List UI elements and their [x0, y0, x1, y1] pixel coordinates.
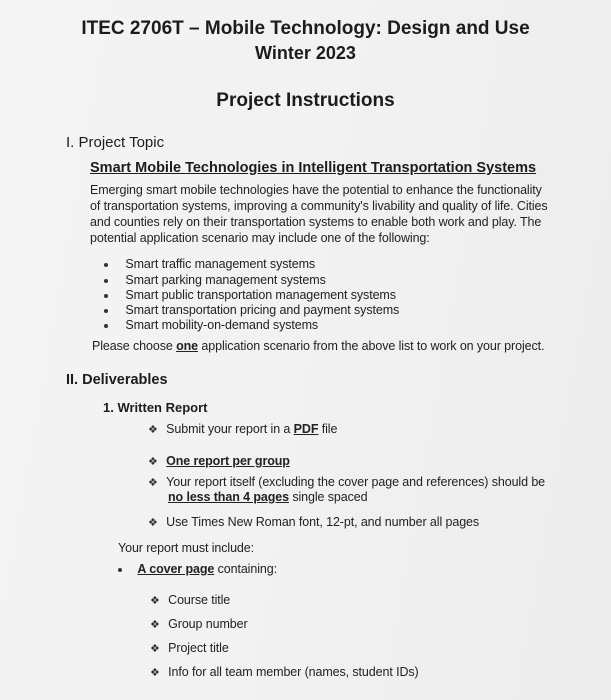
choose-instruction: Please choose one application scenario from the above list to work on your project.	[92, 339, 545, 353]
diamond-bullet-icon: ❖	[150, 643, 160, 655]
diamond-bullet-icon: ❖	[148, 424, 158, 436]
list-item: ❖ Submit your report in a PDF file	[148, 422, 338, 436]
list-item: ❖ Use Times New Roman font, 12-pt, and number all pages	[148, 515, 480, 529]
bullet-icon	[104, 263, 108, 267]
section-heading-topic: I. Project Topic	[66, 134, 165, 151]
scenario-label: Smart public transportation management systems	[125, 288, 396, 302]
scenario-label: Smart transportation pricing and payment systems	[125, 303, 400, 317]
list-item: ❖ Group number	[150, 617, 248, 631]
bullet-icon	[118, 568, 122, 572]
scenario-label: Smart mobility-on-demand systems	[125, 318, 319, 332]
report-heading: 1. Written Report	[103, 400, 208, 415]
scenario-label: Smart parking management systems	[125, 273, 326, 287]
diamond-bullet-icon: ❖	[150, 595, 160, 607]
bullet-icon	[104, 294, 108, 298]
diamond-bullet-icon: ❖	[150, 667, 160, 679]
topic-paragraph-line: of transportation systems, improving a community's livability and quality of life. Cities	[90, 199, 548, 213]
list-item	[104, 318, 318, 332]
section-heading-deliverables: II. Deliverables	[66, 372, 168, 388]
diamond-bullet-icon: ❖	[148, 477, 158, 489]
topic-paragraph-line: Emerging smart mobile technologies have the potential to enhance the functionality	[90, 183, 542, 197]
list-item	[104, 257, 315, 271]
list-item: ❖ Course title	[150, 593, 231, 607]
length-requirement-cont: no less than 4 pages single spaced	[168, 490, 368, 504]
doc-title: Project Instructions	[216, 90, 395, 111]
diamond-bullet-icon: ❖	[148, 517, 158, 529]
list-item: ❖ Info for all team member (names, student IDs)	[150, 665, 419, 679]
topic-paragraph-line: potential application scenario may include one of the following:	[90, 231, 430, 245]
course-title: ITEC 2706T – Mobile Technology: Design and Use	[81, 18, 530, 39]
topic-paragraph-line: and counties rely on their transportation systems to enable both work and play. The	[90, 215, 542, 229]
list-item	[104, 273, 326, 287]
list-item	[104, 288, 396, 302]
list-item	[104, 303, 399, 317]
list-item: ❖ One report per group	[148, 454, 290, 468]
must-include-label: Your report must include:	[118, 541, 255, 555]
list-item: ❖ Project title	[150, 641, 229, 655]
diamond-bullet-icon: ❖	[150, 619, 160, 631]
diamond-bullet-icon: ❖	[148, 456, 158, 468]
scenario-label: Smart traffic management systems	[125, 257, 316, 271]
list-item: ❖ Your report itself (excluding the cover page and references) should be	[148, 475, 546, 489]
bullet-icon	[104, 279, 108, 283]
list-item: A cover page containing:	[118, 562, 277, 576]
bullet-icon	[104, 309, 108, 313]
bullet-icon	[104, 324, 108, 328]
term: Winter 2023	[255, 43, 356, 63]
topic-subheading: Smart Mobile Technologies in Intelligent Transportation Systems	[90, 160, 537, 176]
